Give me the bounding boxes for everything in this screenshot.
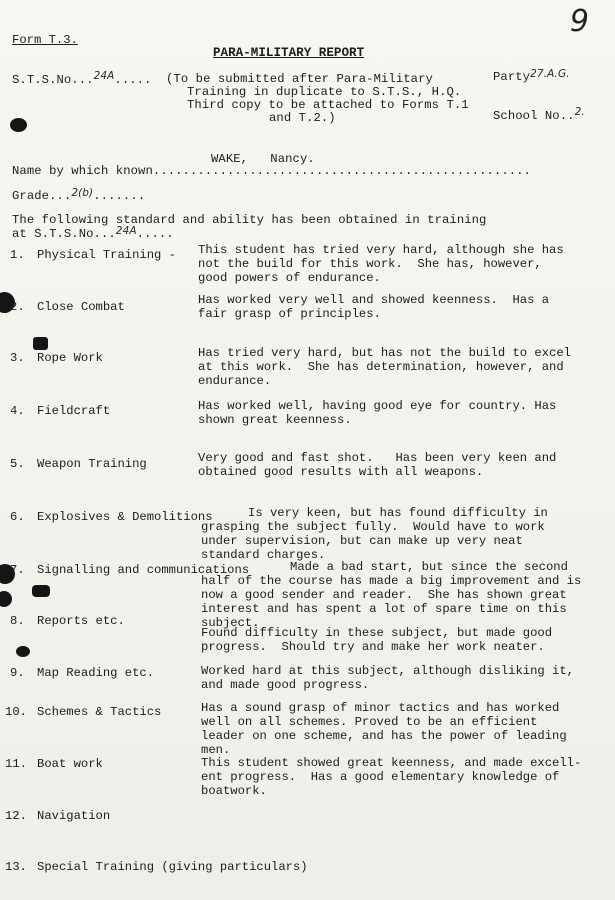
item-10-line-4: men. <box>201 743 231 757</box>
handwritten-page-number: 9 <box>569 4 589 39</box>
item-6-label: Explosives & Demolitions <box>37 510 213 524</box>
item-5-label: Weapon Training <box>37 457 147 471</box>
submission-note-3: Third copy to be attached to Forms T.1 <box>187 98 469 112</box>
item-13-number: 13. <box>5 860 27 874</box>
name-label: Name by which known <box>12 164 153 178</box>
item-6-line-3: under supervision, but can make up very neat <box>201 534 523 548</box>
item-1-line-2: not the build for this work. She has, however, <box>198 257 542 271</box>
form-number: Form T.3. <box>12 33 78 47</box>
item-5-line-2: obtained good results with all weapons. <box>198 465 484 479</box>
school-line <box>493 106 585 124</box>
item-7-line-5: subject. <box>201 616 260 630</box>
sts-number: 24A <box>93 70 115 82</box>
item-5-line-1: Very good and fast shot. Has been very keen and <box>198 451 557 465</box>
item-7-label: Signalling and communications <box>37 563 250 577</box>
item-10-line-3: leader on one scheme, and has the power of leading <box>201 729 567 743</box>
school-label: School No.. <box>493 109 575 123</box>
item-3-line-3: endurance. <box>198 374 272 388</box>
grade-value: 2(b) <box>71 187 94 199</box>
item-1-label: Physical Training - <box>37 248 176 262</box>
ink-mark <box>32 585 50 597</box>
sts-line <box>12 70 152 88</box>
item-9-number: 9. <box>10 666 25 680</box>
punch-hole-mark <box>10 118 27 132</box>
submission-note-4: and T.2.) <box>269 111 336 125</box>
item-10-label: Schemes & Tactics <box>37 705 162 719</box>
school-value: 2. <box>574 106 585 118</box>
party-label: Party <box>493 70 531 84</box>
item-7-line-1: Made a bad start, but since the second <box>290 560 568 574</box>
item-3-line-1: Has tried very hard, but has not the build to excel <box>198 346 571 360</box>
item-11-line-3: boatwork. <box>201 784 267 798</box>
item-11-line-2: ent progress. Has a good elementary knowledge of <box>201 770 560 784</box>
submission-note-1: (To be submitted after Para-Military <box>166 72 433 86</box>
item-1-number: 1. <box>10 248 25 262</box>
name-value: WAKE, Nancy. <box>211 152 315 166</box>
item-9-line-2: and made good progress. <box>201 678 370 692</box>
item-10-line-2: well on all schemes. Proved to be an efficient <box>201 715 538 729</box>
item-10-line-1: Has a sound grasp of minor tactics and has worked <box>201 701 560 715</box>
item-2-line-2: fair grasp of principles. <box>198 307 381 321</box>
item-12-label: Navigation <box>37 809 111 823</box>
item-11-number: 11. <box>5 757 27 771</box>
report-title: PARA-MILITARY REPORT <box>213 46 365 60</box>
item-2-label: Close Combat <box>37 300 125 314</box>
ink-mark <box>33 337 48 350</box>
item-12-number: 12. <box>5 809 27 823</box>
standard-intro-2: at S.T.S.No...24A..... <box>12 225 174 241</box>
item-6-line-1: Is very keen, but has found difficulty in <box>248 506 548 520</box>
grade-dots: ....... <box>93 189 146 203</box>
sts-dots: ..... <box>114 73 152 87</box>
item-3-number: 3. <box>10 351 25 365</box>
item-2-number: 2. <box>10 300 25 314</box>
submission-note-2: Training in duplicate to S.T.S., H.Q. <box>187 85 462 99</box>
ink-mark <box>16 646 30 657</box>
punch-hole <box>0 591 12 607</box>
item-7-line-3: now a good sender and reader. She has shown great <box>201 588 567 602</box>
party-line <box>493 68 570 85</box>
name-line <box>12 165 531 179</box>
item-6-line-2: grasping the subject fully. Would have to work <box>201 520 545 534</box>
item-8-line-1: Found difficulty in these subject, but made good <box>201 626 553 640</box>
item-7-number: 7. <box>10 563 25 577</box>
item-10-number: 10. <box>5 705 27 719</box>
bleed-through-text: . . . . . <box>470 126 543 138</box>
item-7-line-2: half of the course has made a big improvement and is <box>201 574 582 588</box>
item-13-label: Special Training (giving particulars) <box>37 860 308 874</box>
item-5-number: 5. <box>10 457 25 471</box>
item-3-label: Rope Work <box>37 351 103 365</box>
item-1-line-1: This student has tried very hard, although she has <box>198 243 564 257</box>
item-9-line-1: Worked hard at this subject, although disliking it, <box>201 664 574 678</box>
item-7-line-4: interest and has spent a lot of spare time on this <box>201 602 567 616</box>
grade-line <box>12 187 146 204</box>
item-1-line-3: good powers of endurance. <box>198 271 381 285</box>
party-value: 27.A.G. <box>530 68 570 80</box>
item-6-line-4: standard charges. <box>201 548 326 562</box>
item-11-line-1: This student showed great keenness, and made excell- <box>201 756 582 770</box>
item-2-line-1: Has worked very well and showed keenness. Has a <box>198 293 550 307</box>
item-3-line-2: at this work. She has determination, however, and <box>198 360 564 374</box>
standard-intro-1: The following standard and ability has been obtained in training <box>12 213 487 227</box>
item-4-line-2: shown great keenness. <box>198 413 352 427</box>
item-4-line-1: Has worked well, having good eye for country. Has <box>198 399 557 413</box>
sts-label: S.T.S.No... <box>12 73 94 87</box>
item-4-number: 4. <box>10 404 25 418</box>
item-4-label: Fieldcraft <box>37 404 111 418</box>
grade-label: Grade... <box>12 189 72 203</box>
item-8-number: 8. <box>10 614 25 628</box>
name-dots: ................................................... <box>152 164 531 178</box>
item-6-number: 6. <box>10 510 25 524</box>
item-8-line-2: progress. Should try and make her work neater. <box>201 640 545 654</box>
item-8-label: Reports etc. <box>37 614 125 628</box>
item-11-label: Boat work <box>37 757 103 771</box>
item-9-label: Map Reading etc. <box>37 666 155 680</box>
